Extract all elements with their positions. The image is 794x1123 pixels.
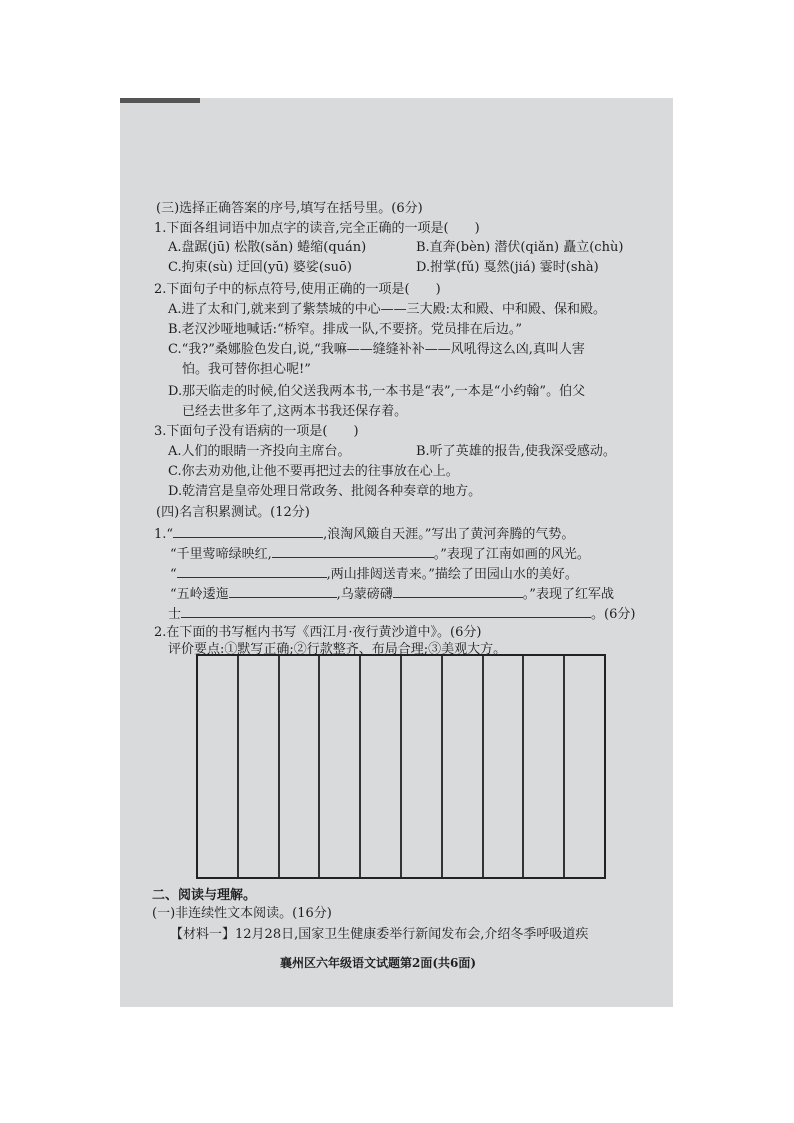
q2-option-d-line1: D.那天临走的时候,伯父送我两本书,一本书是“表”,一本是“小约翰”。伯父: [168, 384, 586, 399]
writing-column[interactable]: [484, 656, 525, 877]
writing-criteria: 评价要点:①默写正确;②行款整齐、布局合理;③美观大方。: [168, 642, 507, 657]
section-4-title: (四)名言积累测试。(12分): [156, 505, 310, 520]
writing-grid[interactable]: [196, 654, 606, 879]
q2-option-c-line2: 怕。我可替你担心呢!”: [182, 362, 311, 377]
part-2-title: 二、阅读与理解。: [152, 888, 257, 903]
q2-stem: 2.下面句子中的标点符号,使用正确的一项是( ): [154, 282, 441, 297]
writing-column[interactable]: [443, 656, 484, 877]
writing-column[interactable]: [402, 656, 443, 877]
quote-4-middle: ,乌蒙磅礴: [336, 587, 393, 602]
quote-1-prefix: 1.“: [154, 527, 174, 542]
q1-option-d: D.拊掌(fǔ) 戛然(jiá) 霎时(shà): [416, 260, 599, 275]
quote-4-suffix: 。”表现了红军战: [522, 587, 614, 602]
quote-1-suffix: ,浪淘风簸自天涯。”写出了黄河奔腾的气势。: [323, 527, 575, 542]
page-footer: 襄州区六年级语文试题第2面(共6面): [280, 956, 477, 970]
quote-5-prefix: 士: [168, 607, 182, 622]
quote-2-suffix: 。”表现了江南如画的风光。: [433, 547, 590, 562]
quote-5-suffix: 。(6分): [591, 607, 636, 622]
q1-option-c: C.拘束(sù) 迂回(yū) 婆娑(suō): [168, 260, 352, 275]
quote-line-2: [170, 544, 590, 564]
reading-section-title: (一)非连续性文本阅读。(16分): [152, 906, 332, 921]
answer-blank[interactable]: [393, 584, 523, 598]
exam-page: [120, 98, 673, 1007]
material-1-text: 【材料一】12月28日,国家卫生健康委举行新闻发布会,介绍冬季呼吸道疾: [170, 927, 589, 942]
quote-3-suffix: ,两山排闼送青来。”描绘了田园山水的美好。: [326, 567, 578, 582]
writing-column[interactable]: [565, 656, 604, 877]
q3-option-c: C.你去劝劝他,让他不要再把过去的往事放在心上。: [168, 464, 459, 479]
q2-option-d-line2: 已经去世多年了,这两本书我还保存着。: [182, 404, 408, 419]
answer-blank[interactable]: [173, 524, 323, 538]
section-3-title: (三)选择正确答案的序号,填写在括号里。(6分): [156, 201, 423, 216]
quote-3-prefix: “: [170, 567, 177, 582]
quote-line-3: [170, 564, 578, 584]
writing-task-stem: 2.在下面的书写框内书写《西江月·夜行黄沙道中》。(6分): [154, 625, 482, 640]
q3-option-b: B.听了英雄的报告,使我深受感动。: [416, 444, 616, 459]
q1-stem: 1.下面各组词语中加点字的读音,完全正确的一项是( ): [154, 221, 480, 236]
quote-line-5: [168, 604, 635, 624]
answer-blank[interactable]: [272, 544, 434, 558]
answer-blank[interactable]: [181, 604, 591, 618]
q3-option-a: A.人们的眼睛一齐投向主席台。: [168, 444, 351, 459]
writing-column[interactable]: [320, 656, 361, 877]
writing-column[interactable]: [239, 656, 280, 877]
writing-column[interactable]: [198, 656, 239, 877]
q3-stem: 3.下面句子没有语病的一项是( ): [154, 424, 359, 439]
q1-option-a: A.盘踞(jū) 松散(sǎn) 蜷缩(quán): [168, 240, 367, 255]
q2-option-c-line1: C.“我?”桑娜脸色发白,说,“我嘛——缝缝补补——风吼得这么凶,真叫人害: [168, 342, 585, 357]
scan-mark: [120, 98, 200, 103]
writing-column[interactable]: [361, 656, 402, 877]
q2-option-a: A.进了太和门,就来到了紫禁城的中心——三大殿:太和殿、中和殿、保和殿。: [168, 302, 607, 317]
q1-option-b: B.直奔(bèn) 潜伏(qiǎn) 矗立(chù): [416, 240, 624, 255]
quote-4-prefix: “五岭逶迤: [170, 587, 229, 602]
q2-option-b: B.老汉沙哑地喊话:“桥窄。排成一队,不要挤。党员排在后边。”: [168, 322, 522, 337]
q3-option-d: D.乾清宫是皇帝处理日常政务、批阅各种奏章的地方。: [168, 484, 482, 499]
quote-line-4: [170, 584, 614, 604]
answer-blank[interactable]: [177, 564, 327, 578]
writing-column[interactable]: [280, 656, 321, 877]
writing-column[interactable]: [524, 656, 565, 877]
quote-line-1: [154, 524, 574, 544]
answer-blank[interactable]: [229, 584, 337, 598]
quote-2-prefix: “千里莺啼绿映红,: [170, 547, 272, 562]
